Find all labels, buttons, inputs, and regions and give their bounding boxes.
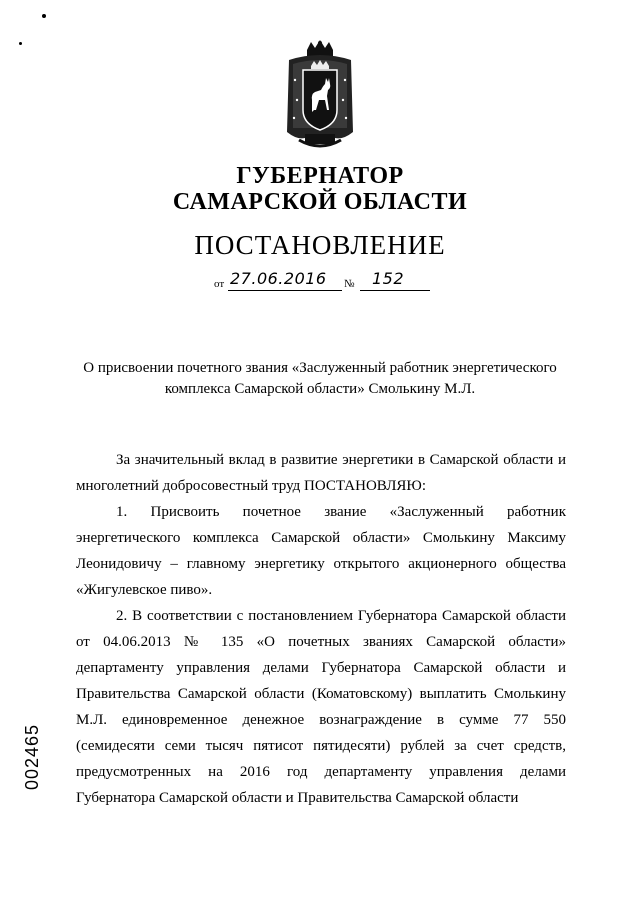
subject-line: комплекса Самарской области» Смолькину М.Л. <box>164 381 476 397</box>
org-title-line2: САМАРСКОЙ ОБЛАСТИ <box>172 189 468 215</box>
date-number-line <box>214 269 434 294</box>
document-type-title: ПОСТАНОВЛЕНИЕ <box>194 230 446 260</box>
body-paragraph: За значительный вклад в развитие энергетики в Самарской области и многолетний добросовестный труд ПОСТАНОВЛЯЮ: <box>76 452 566 494</box>
document-subject <box>60 358 580 400</box>
date-underline <box>228 290 342 291</box>
scan-speck <box>42 14 46 18</box>
side-registration-number: 002465 <box>22 723 42 790</box>
scan-speck <box>19 42 22 45</box>
subject-line: О присвоении почетного звания «Заслуженный работник энергетического <box>83 360 557 376</box>
org-title-line1: ГУБЕРНАТОР <box>236 163 404 189</box>
samara-coat-of-arms-icon <box>285 40 355 152</box>
date-prefix: от <box>214 278 225 290</box>
date-value: 27.06.2016 <box>230 269 327 288</box>
document-body <box>76 447 566 811</box>
body-paragraph: 2. В соответствии с постановлением Губернатора Самарской области от 04.06.2013 № 135 «О почетных званиях Самарской области» департаменту управления делами Губернатора Самарской области и Правительства Самарской области (Коматовскому) выплатить Смолькину М.Л. единовременное денежное вознаграждение в сумме 77 550 (семидесяти семи тысяч пятисот пятидесяти) рублей за счет средств, предусмотренных на 2016 год департаменту управления делами Губернатора Самарской области и Правительства Самарской области <box>76 608 566 806</box>
number-underline <box>360 290 430 291</box>
number-value: 152 <box>372 269 405 288</box>
number-prefix: № <box>344 278 355 290</box>
body-paragraph: 1. Присвоить почетное звание «Заслуженный работник энергетического комплекса Самарской области» Смолькину Максиму Леонидовичу – главному энергетику открытого акционерного общества «Жигулевское пиво». <box>76 504 566 598</box>
